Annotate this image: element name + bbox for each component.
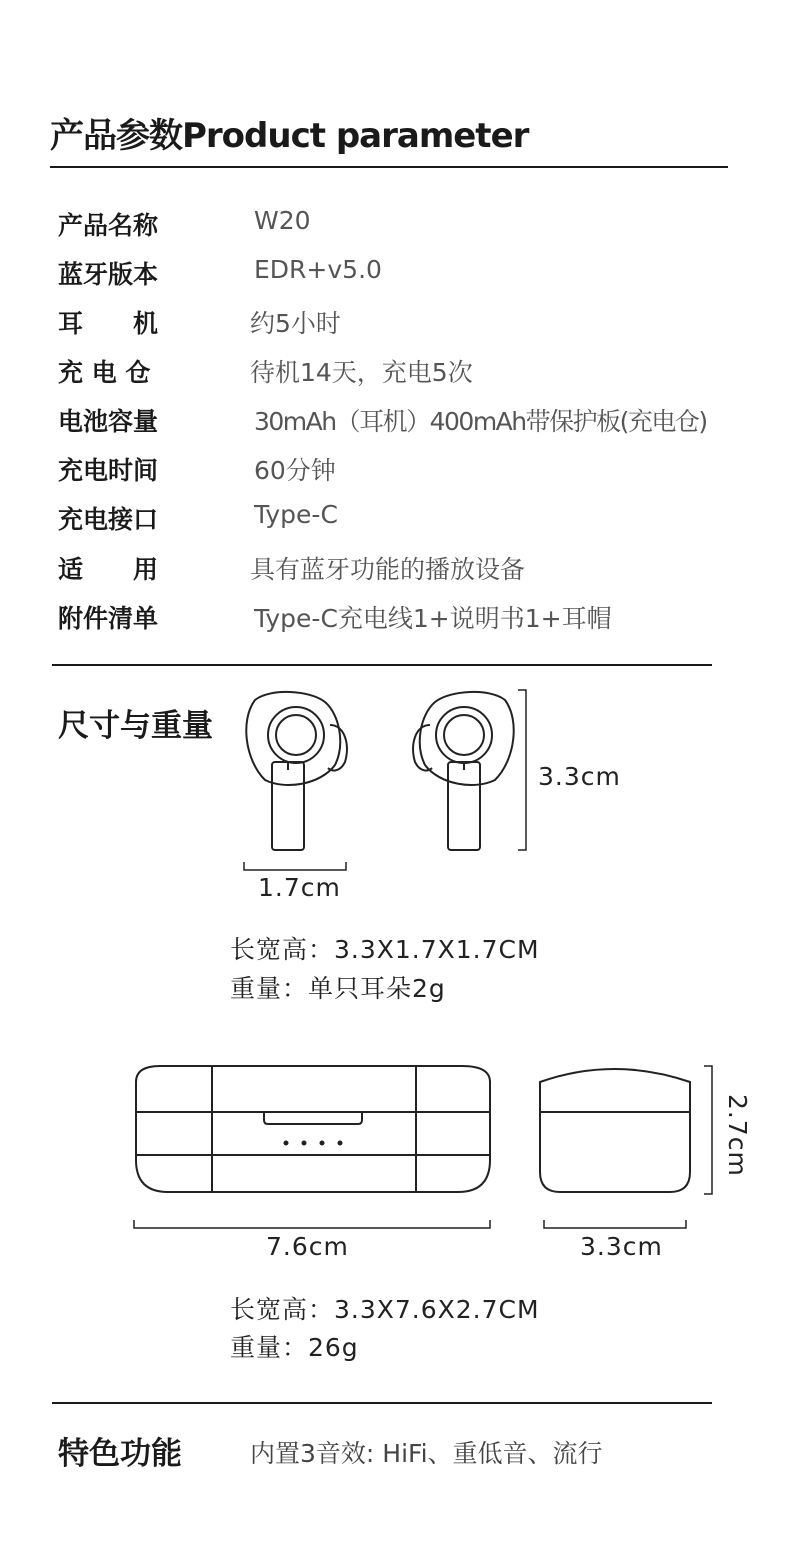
param-label: 附件清单: [58, 604, 159, 633]
param-value: 待机14天，充电5次: [250, 358, 473, 387]
case-led-dots: [284, 1141, 343, 1146]
case-height-label: 2.7cm: [723, 1094, 752, 1177]
case-weight: 重量：26g: [230, 1333, 359, 1362]
param-label: 蓝牙版本: [58, 260, 159, 289]
case-side-icon: [540, 1069, 690, 1192]
param-value: Type-C充电线1+说明书1+耳帽: [254, 604, 612, 633]
param-value: 具有蓝牙功能的播放设备: [250, 555, 526, 584]
features-text: 内置3音效: HiFi、重低音、流行: [250, 1439, 603, 1468]
earbud-dims: 长宽高：3.3X1.7X1.7CM: [230, 935, 540, 964]
size-divider: [52, 1402, 712, 1404]
param-value: Type-C: [254, 500, 338, 529]
size-section-title: 尺寸与重量: [58, 708, 213, 744]
param-label: 电池容量: [58, 407, 159, 436]
param-label: 充电时间: [58, 456, 159, 485]
param-value: W20: [254, 206, 311, 235]
param-label: 适 用: [58, 555, 159, 584]
param-label: 耳 机: [58, 309, 159, 338]
case-length-label: 7.6cm: [266, 1232, 349, 1261]
param-value: 约5小时: [250, 309, 341, 338]
earbud-height-bracket: [518, 690, 526, 850]
param-value: 30mAh（耳机）400mAh带保护板(充电仓): [254, 407, 707, 436]
earbud-width-label: 1.7cm: [258, 873, 341, 902]
features-title: 特色功能: [58, 1436, 182, 1472]
left-earbud-icon: [246, 692, 347, 850]
case-height-bracket: [704, 1066, 712, 1194]
case-dims: 长宽高：3.3X7.6X2.7CM: [230, 1295, 540, 1324]
case-depth-label: 3.3cm: [580, 1232, 663, 1261]
earbud-width-bracket: [244, 862, 346, 870]
earbud-weight: 重量：单只耳朵2g: [230, 974, 446, 1003]
param-label: 产品名称: [58, 211, 159, 240]
earbud-height-label: 3.3cm: [538, 762, 621, 791]
page-title: 产品参数Product parameter: [50, 116, 529, 156]
param-label: 充电接口: [58, 505, 159, 534]
case-length-bracket: [134, 1220, 490, 1228]
case-depth-bracket: [544, 1220, 686, 1228]
param-value: EDR+v5.0: [254, 255, 382, 284]
param-value: 60分钟: [254, 456, 336, 485]
right-earbud-icon: [413, 692, 514, 850]
case-front-icon: [136, 1066, 490, 1192]
param-label: 充 电 仓: [58, 358, 151, 387]
